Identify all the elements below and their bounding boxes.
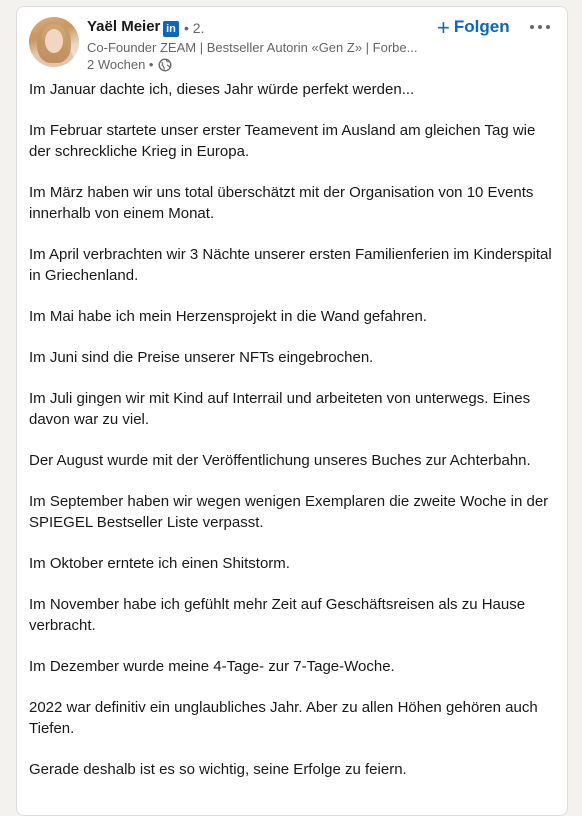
globe-icon <box>158 58 172 72</box>
avatar-face <box>45 29 63 53</box>
connection-degree: • 2. <box>184 20 205 36</box>
post-body <box>29 79 559 800</box>
post-paragraph: Gerade deshalb ist es so wichtig, seine Erfolge zu feiern. <box>29 761 407 778</box>
post-card <box>16 6 568 816</box>
author-name[interactable]: Yaël Meier <box>87 18 161 35</box>
post-paragraph: Im Juni sind die Preise unserer NFTs eingebrochen. <box>29 349 374 366</box>
author-avatar[interactable] <box>29 17 79 67</box>
post-paragraph: Im November habe ich gefühlt mehr Zeit auf Geschäftsreisen als zu Hause verbracht. <box>29 596 526 634</box>
post-paragraph: Im März haben wir uns total überschätzt mit der Organisation von 10 Events innerhalb von einem Monat. <box>29 184 534 222</box>
post-paragraph: Im Mai habe ich mein Herzensprojekt in die Wand gefahren. <box>29 308 427 325</box>
post-paragraph: Im Dezember wurde meine 4-Tage- zur 7-Tage-Woche. <box>29 658 395 675</box>
post-paragraph: Im April verbrachten wir 3 Nächte unserer ersten Familienferien im Kinderspital in Griechenland. <box>29 246 552 284</box>
plus-icon: + <box>437 14 450 40</box>
post-paragraph: Im Januar dachte ich, dieses Jahr würde perfekt werden... <box>29 81 415 98</box>
post-paragraph: Im September haben wir wegen wenigen Exemplaren die zweite Woche in der SPIEGEL Bestseller Liste verpasst. <box>29 493 549 531</box>
author-headline[interactable]: Co-Founder ZEAM | Bestseller Autorin «Gen Z» | Forbe... <box>87 40 418 55</box>
post-paragraph: Der August wurde mit der Veröffentlichung unseres Buches zur Achterbahn. <box>29 452 531 469</box>
post-paragraph: 2022 war definitiv ein unglaubliches Jahr. Aber zu allen Höhen gehören auch Tiefen. <box>29 699 538 737</box>
post-paragraph: Im Juli gingen wir mit Kind auf Interrail und arbeiteten von unterwegs. Eines davon war zu viel. <box>29 390 531 428</box>
follow-button[interactable] <box>437 14 510 40</box>
post-timestamp: 2 Wochen • <box>87 57 154 72</box>
post-paragraph: Im Februar startete unser erster Teamevent im Ausland am gleichen Tag wie der schreckliche Krieg in Europa. <box>29 122 536 160</box>
linkedin-premium-icon: in <box>163 21 179 37</box>
more-options-icon[interactable] <box>525 13 555 41</box>
follow-label: Folgen <box>453 17 510 36</box>
post-meta <box>87 57 172 72</box>
post-paragraph: Im Oktober erntete ich einen Shitstorm. <box>29 555 290 572</box>
